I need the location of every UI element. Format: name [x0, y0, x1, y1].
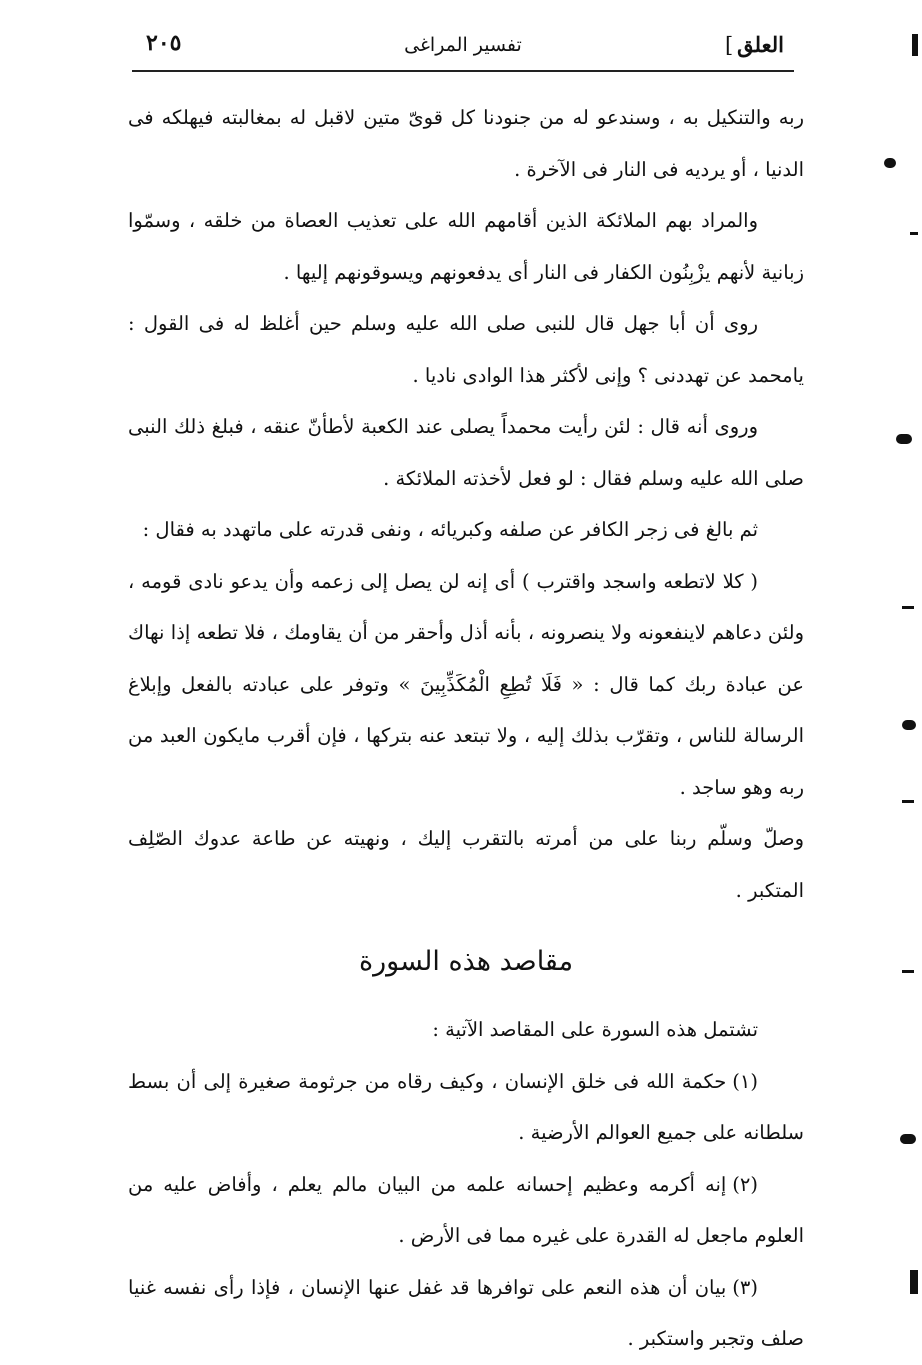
- scan-edge-mark: [910, 232, 918, 235]
- scan-edge-mark: [902, 606, 914, 609]
- header-bracket: ]: [724, 33, 734, 57]
- surah-name: العلق]: [724, 32, 784, 57]
- item-text: حكمة الله فى خلق الإنسان ، وكيف رقاه من جرثومة صغيرة إلى أن بسط سلطانه على جميع العوالم الأرضية .: [128, 1069, 804, 1144]
- section-heading: مقاصد هذه السورة: [358, 946, 574, 977]
- item-number: (٢): [732, 1172, 758, 1196]
- scan-edge-mark: [902, 970, 914, 973]
- page-content: [128, 92, 804, 1365]
- scan-edge-mark: [912, 34, 918, 56]
- paragraph-1: ربه والتنكيل به ، وسندعو له من جنودنا كل قوىّ متين لاقبل له بمغالبته فيهلكه فى الدنيا ، أو يرديه فى النار فى الآخرة .: [128, 106, 804, 181]
- item-text: بيان أن هذه النعم على توافرها قد غفل عنها الإنسان ، فإذا رأى نفسه غنيا صلف وتجبر واستكبر .: [128, 1275, 804, 1350]
- paragraph-6: ( كلا لاتطعه واسجد واقترب ) أى إنه لن يصل إلى زعمه وأن يدعو نادى قومه ، ولئن دعاهم لاينفعونه ولا ينصرونه ، بأنه أذل وأحقر من أن يقاومك ، فلا تطعه إذا نهاك عن عبادة ربك كما قال : « فَلَا تُطِعِ الْمُكَذِّبِينَ » وتوفر على عبادته بالفعل وإبلاغ الرسالة للناس ، وتقرّب بذلك إليه ، ولا تبتعد عنه بتركها ، فإن أقرب مايكون العبد من ربه وهو ساجد .: [128, 569, 804, 799]
- scan-edge-mark: [902, 720, 916, 730]
- scan-edge-mark: [884, 158, 896, 168]
- list-item: [128, 1056, 804, 1159]
- scan-edge-mark: [896, 434, 912, 444]
- book-title: تفسير المراغى: [404, 34, 522, 56]
- list-item: [128, 1159, 804, 1262]
- scan-edge-mark: [910, 1270, 918, 1294]
- section-intro: تشتمل هذه السورة على المقاصد الآتية :: [432, 1018, 758, 1041]
- scan-edge-mark: [900, 1134, 916, 1144]
- scan-edge-mark: [902, 800, 914, 803]
- running-header: [132, 24, 794, 72]
- paragraph-2: والمراد بهم الملائكة الذين أقامهم الله على تعذيب العصاة من خلقه ، وسمّوا زبانية لأنهم يزْبِنُون الكفار فى النار أى يدفعونهم ويسوقونهم إليها .: [128, 209, 804, 284]
- item-text: إنه أكرمه وعظيم إحسانه علمه من البيان مالم يعلم ، وأفاض عليه من العلوم ماجعل له القدرة على غيره مما فى الأرض .: [128, 1172, 804, 1247]
- item-number: (٣): [732, 1275, 758, 1299]
- page-number: ٢٠٥: [146, 30, 182, 56]
- paragraph-7: وصلّ وسلّم ربنا على من أمرته بالتقرب إليك ، ونهيته عن طاعة عدوك الصّلِف المتكبر .: [128, 827, 804, 902]
- paragraph-5: ثم بالغ فى زجر الكافر عن صلفه وكبريائه ، ونفى قدرته على ماتهدد به فقال :: [142, 518, 758, 541]
- list-item: [128, 1262, 804, 1365]
- paragraph-4: وروى أنه قال : لئن رأيت محمداً يصلى عند الكعبة لأطأنّ عنقه ، فبلغ ذلك النبى صلى الله عليه وسلم فقال : لو فعل لأخذته الملائكة .: [128, 415, 804, 490]
- paragraph-3: روى أن أبا جهل قال للنبى صلى الله عليه وسلم حين أغلظ له فى القول : يامحمد عن تهددنى ؟ وإنى لأكثر هذا الوادى ناديا .: [128, 312, 804, 387]
- item-number: (١): [732, 1069, 758, 1093]
